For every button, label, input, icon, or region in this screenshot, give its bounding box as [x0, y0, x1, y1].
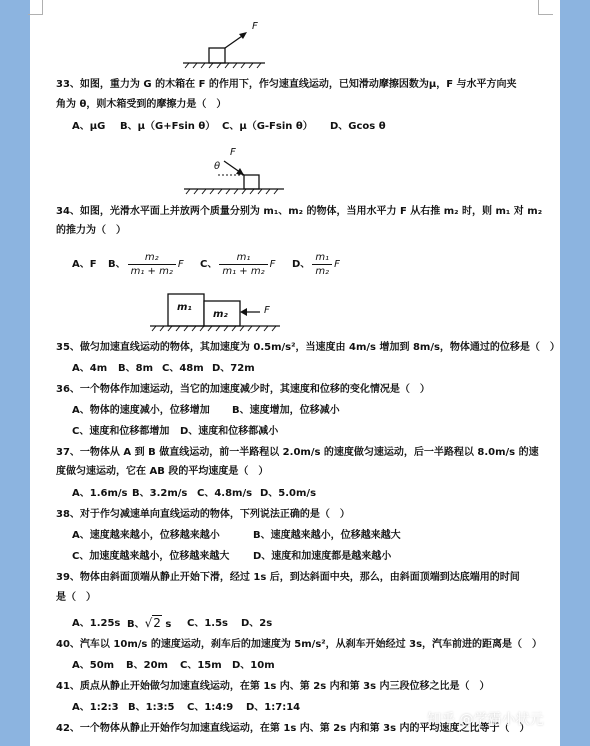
ground-hatching	[186, 189, 278, 194]
q39-option-a: A、1.25s	[72, 618, 121, 629]
fraction	[219, 251, 267, 278]
q36-option-a: A、物体的速度减小，位移增加	[72, 405, 210, 416]
sqrt-expression: √2	[144, 616, 161, 630]
q40-option-d: D、10m	[232, 660, 275, 671]
q36-option-d: D、速度和位移都减小	[180, 426, 279, 437]
option-letter: C、	[200, 259, 218, 270]
denominator: m₁ + m₂	[222, 265, 265, 277]
q39-option-c: C、1.5s	[187, 618, 229, 629]
box	[209, 48, 225, 63]
q41-option-a: A、1:2:3	[72, 702, 119, 713]
angle-label: θ	[214, 161, 221, 172]
q37-stem-line2: 度做匀速运动，它在 AB 段的平均速度是（ ）	[56, 466, 269, 477]
q37-option-c: C、4.8m/s	[197, 488, 253, 499]
block-m1-label: m₁	[177, 302, 192, 313]
fraction	[312, 251, 332, 278]
q34-option-b	[108, 250, 184, 280]
numerator: m₁	[312, 251, 332, 265]
option-letter: B、	[108, 259, 126, 270]
q33-option-a: A、μG	[72, 121, 106, 132]
denominator: m₁ + m₂	[130, 265, 173, 277]
q40-option-b: B、20m	[126, 660, 168, 671]
q37-stem-line1: 37、一物体从 A 到 B 做直线运动，前一半路程以 2.0m/s 的速度做匀速运动，后一半路程以 8.0m/s 的速	[56, 447, 539, 458]
ground-hatching	[152, 326, 276, 331]
q40-option-a: A、50m	[72, 660, 115, 671]
q37-option-d: D、5.0m/s	[260, 488, 317, 499]
watermark: 知乎 @学霸小状元	[427, 712, 544, 728]
q35-option-d: D、72m	[212, 363, 255, 374]
box	[244, 175, 259, 189]
option-letter: D、	[292, 259, 311, 270]
q36-stem: 36、一个物体作加速运动，当它的加速度减少时，其速度和位移的变化情况是（ ）	[56, 384, 430, 395]
q38-option-c: C、加速度越来越小，位移越来越大	[72, 551, 230, 562]
option-letter: B、	[127, 619, 145, 630]
force-symbol: F	[269, 259, 276, 270]
figure-q33	[180, 145, 310, 195]
q33-option-c: C、μ（G-Fsin θ）	[222, 121, 313, 132]
q42-stem: 42、一个物体从静止开始作匀加速直线运动，在第 1s 内、第 2s 内和第 3s 内的平均速度之比等于（ ）	[56, 723, 530, 734]
q39-stem-line2: 是（ ）	[56, 592, 96, 603]
numerator: m₁	[219, 251, 267, 265]
unit: s	[161, 619, 172, 630]
q37-option-a: A、1.6m/s	[72, 488, 128, 499]
q41-stem: 41、质点从静止开始做匀加速直线运动，在第 1s 内、第 2s 内和第 3s 内三段位移之比是（ ）	[56, 681, 490, 692]
q33-stem-line2: 角为 θ，则木箱受到的摩擦力是（ ）	[56, 99, 227, 110]
margin-corner-mark-right	[538, 0, 553, 15]
q36-option-b: B、速度增加，位移减小	[232, 405, 340, 416]
q34-stem-line1: 34、如图，光滑水平面上并放两个质量分别为 m₁、m₂ 的物体，当用水平力 F 从右推 m₂ 时，则 m₁ 对 m₂	[56, 206, 543, 217]
q36-option-c: C、速度和位移都增加	[72, 426, 170, 437]
margin-corner-mark-left	[28, 0, 43, 15]
q39-stem-line1: 39、物体由斜面顶端从静止开始下滑，经过 1s 后，到达斜面中央，那么，由斜面顶端到达底端用的时间	[56, 572, 520, 583]
radicand: 2	[153, 616, 161, 630]
force-symbol: F	[177, 259, 184, 270]
block-m2-label: m₂	[213, 309, 228, 320]
q33-option-b: B、μ（G+Fsin θ）	[120, 121, 216, 132]
q34-option-d	[292, 250, 340, 280]
q34-stem-line2: 的推力为（ ）	[56, 225, 126, 236]
q41-option-c: C、1:4:9	[187, 702, 234, 713]
q38-option-d: D、速度和加速度都是越来越小	[253, 551, 392, 562]
q41-option-b: B、1:3:5	[128, 702, 175, 713]
force-label: F	[252, 21, 258, 32]
q34-option-c	[200, 250, 275, 280]
q38-option-a: A、速度越来越小，位移越来越小	[72, 530, 220, 541]
denominator: m₂	[315, 265, 330, 277]
q39-option-b	[127, 613, 171, 635]
force-label: F	[230, 147, 236, 158]
q35-stem: 35、做匀加速直线运动的物体，其加速度为 0.5m/s²，当速度由 4m/s 增加到 8m/s，物体通过的位移是（ ）	[56, 342, 560, 353]
q35-option-c: C、48m	[162, 363, 204, 374]
figure-box-pulled	[175, 20, 305, 70]
q38-option-b: B、速度越来越小，位移越来越大	[253, 530, 401, 541]
ground-hatching	[185, 63, 261, 68]
q41-option-d: D、1:7:14	[246, 702, 301, 713]
q38-stem: 38、对于作匀减速单向直线运动的物体，下列说法正确的是（ ）	[56, 509, 350, 520]
q33-stem-line1: 33、如图，重力为 G 的木箱在 F 的作用下，作匀速直线运动，已知滑动摩擦因数为μ，F 与水平方向夹	[56, 79, 517, 90]
q37-option-b: B、3.2m/s	[132, 488, 188, 499]
q40-stem: 40、汽车以 10m/s 的速度运动，刹车后的加速度为 5m/s²，从刹车开始经过 3s，汽车前进的距离是（ ）	[56, 639, 543, 650]
q34-option-a: A、F	[72, 259, 97, 270]
force-arrowhead	[240, 308, 247, 316]
q39-option-d: D、2s	[241, 618, 273, 629]
q33-option-d: D、Gcos θ	[330, 121, 386, 132]
q35-option-a: A、4m	[72, 363, 108, 374]
q35-option-b: B、8m	[118, 363, 153, 374]
force-symbol: F	[334, 259, 340, 270]
force-label: F	[264, 305, 270, 316]
fraction	[128, 251, 176, 278]
force-arrowhead	[236, 168, 244, 175]
numerator: m₂	[128, 251, 176, 265]
q40-option-c: C、15m	[180, 660, 222, 671]
